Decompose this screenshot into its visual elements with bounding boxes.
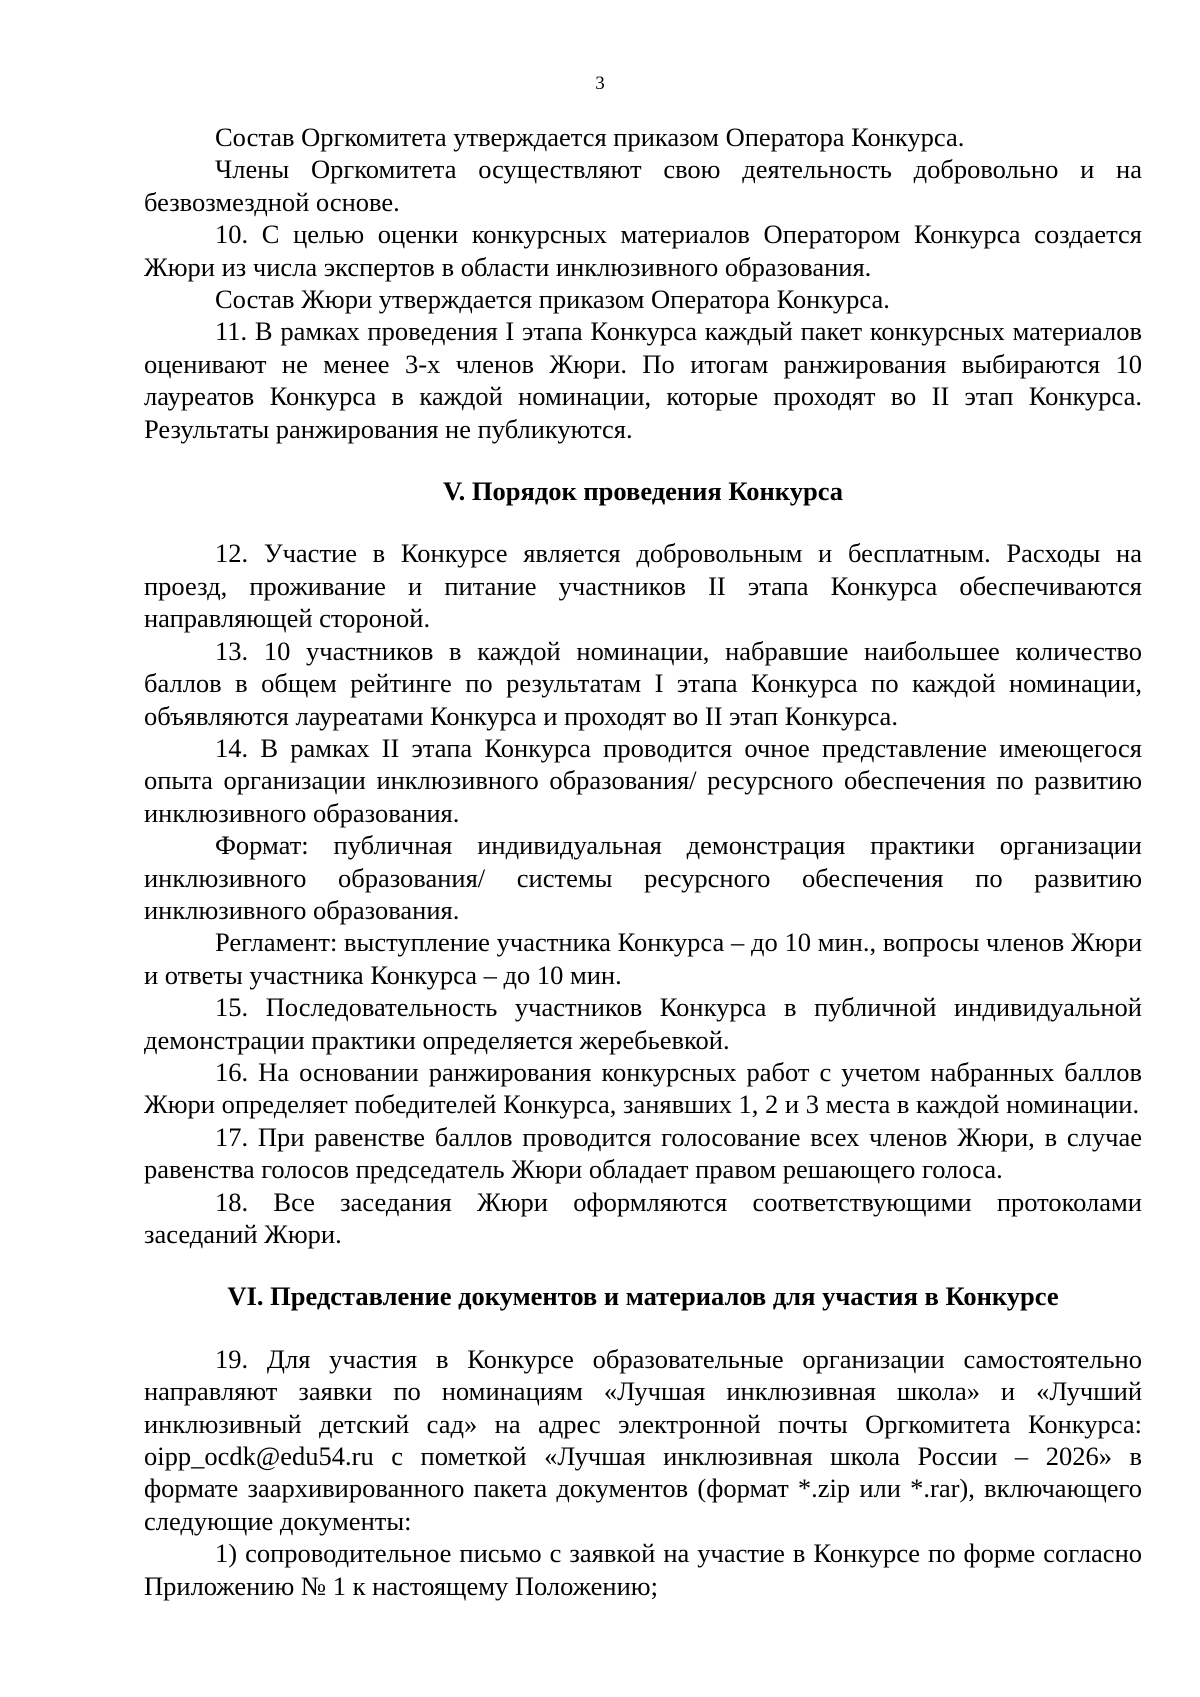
paragraph: 12. Участие в Конкурсе является добровольным и бесплатным. Расходы на проезд, проживание и питание участников II этапа Конкурса обеспечиваются направляющей стороной. [144,538,1142,634]
paragraph: Формат: публичная индивидуальная демонстрация практики организации инклюзивного образования/ системы ресурсного обеспечения по развитию инклюзивного образования. [144,830,1142,925]
paragraph: Состав Жюри утверждается приказом Оператора Конкурса. [215,284,890,315]
paragraph: 15. Последовательность участников Конкурса в публичной индивидуальной демонстрации практики определяется жеребьевкой. [144,992,1142,1055]
document-body [144,121,1142,1602]
paragraph: 19. Для участия в Конкурсе образовательные организации самостоятельно направляют заявки по номинациям «Лучшая инклюзивная школа» и «Лучший инклюзивный детский сад» на адрес электронной почты Оргкомитета Конкурса: oipp_ocdk@edu54.ru с пометкой «Лучшая инклюзивная школа России – 2026» в формате заархивированного пакета документов (формат *.zip или *.rar), включающего следующие документы: [144,1343,1142,1536]
paragraph: 18. Все заседания Жюри оформляются соответствующими протоколами заседаний Жюри. [144,1186,1142,1249]
paragraph: Состав Оргкомитета утверждается приказом Оператора Конкурса. [215,122,965,152]
paragraph: 10. С целью оценки конкурсных материалов Оператором Конкурса создается Жюри из числа экспертов в области инклюзивного образования. [144,219,1142,282]
paragraph: Регламент: выступление участника Конкурса – до 10 мин., вопросы членов Жюри и ответы участника Конкурса – до 10 мин. [144,927,1142,990]
paragraph: 16. На основании ранжирования конкурсных работ с учетом набранных баллов Жюри определяет победителей Конкурса, занявших 1, 2 и 3 места в каждой номинации. [144,1056,1142,1120]
section-heading-v: V. Порядок проведения Конкурса [442,476,844,507]
page-number: 3 [595,73,605,94]
paragraph: 17. При равенстве баллов проводится голосование всех членов Жюри, в случае равенства голосов председатель Жюри обладает правом решающего голоса. [144,1121,1142,1185]
paragraph: 11. В рамках проведения I этапа Конкурса каждый пакет конкурсных материалов оценивают не менее 3-х членов Жюри. По итогам ранжирования выбираются 10 лауреатов Конкурса в каждой номинации, которые проходят во II этап Конкурса. Результаты ранжирования не публикуются. [144,316,1142,444]
paragraph: Члены Оргкомитета осуществляют свою деятельность добровольно и на безвозмездной основе. [144,154,1142,217]
paragraph: 13. 10 участников в каждой номинации, набравшие наибольшее количество баллов в общем рейтинге по результатам I этапа Конкурса по каждой номинации, объявляются лауреатами Конкурса и проходят во II этап Конкурса. [144,635,1142,731]
paragraph: 1) сопроводительное письмо с заявкой на участие в Конкурсе по форме согласно Приложению № 1 к настоящему Положению; [144,1538,1142,1601]
paragraph: 14. В рамках II этапа Конкурса проводится очное представление имеющегося опыта организации инклюзивного образования/ ресурсного обеспечения по развитию инклюзивного образования. [144,732,1142,828]
section-heading-vi: VI. Представление документов и материалов для участия в Конкурсе [227,1281,1059,1312]
